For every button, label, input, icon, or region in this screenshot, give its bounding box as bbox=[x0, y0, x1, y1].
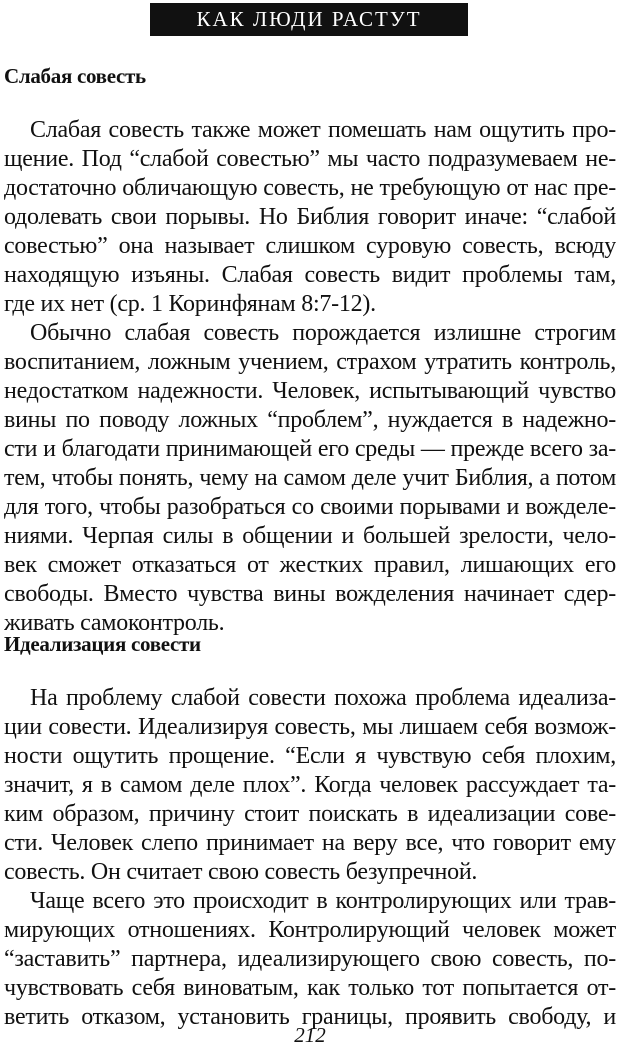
text-line: воспитанием, ложным учением, страхом утратить контроль, bbox=[4, 349, 616, 375]
text-line: Чаще всего это происходит в контролирующих или трав- bbox=[30, 888, 616, 914]
text-line: достаточно обличающую совесть, не требующую от нас пре- bbox=[4, 175, 616, 201]
text-line: одолевать свои порывы. Но Библия говорит иначе: “слабой bbox=[4, 204, 616, 230]
text-line: ким образом, причину стоит поискать в идеализации сове- bbox=[4, 801, 616, 827]
text-line: живать самоконтроль. bbox=[4, 610, 225, 636]
text-line: Слабая совесть также может помешать нам ощутить про- bbox=[30, 117, 616, 143]
text-line: ветить отказом, установить границы, проявить свободу, и bbox=[4, 1004, 616, 1030]
running-head: КАК ЛЮДИ РАСТУТ bbox=[150, 3, 468, 36]
text-line: ности ощутить прощение. “Если я чувствую себя плохим, bbox=[4, 743, 616, 769]
text-line: находящую изъяны. Слабая совесть видит проблемы там, bbox=[4, 262, 616, 288]
text-line: свободы. Вместо чувства вины вожделения начинает сдер- bbox=[4, 581, 616, 607]
text-line: значит, я в самом деле плох”. Когда человек рассуждает та- bbox=[4, 772, 616, 798]
paragraph bbox=[4, 116, 616, 319]
text-line: век сможет отказаться от жестких правил, лишающих его bbox=[4, 552, 616, 578]
text-line: чувствовать себя виноватым, как только тот попытается от- bbox=[4, 975, 616, 1001]
text-line: Обычно слабая совесть порождается излишне строгим bbox=[30, 320, 616, 346]
text-line: тем, чтобы понять, чему на самом деле учит Библия, а потом bbox=[4, 465, 616, 491]
text-line: мирующих отношениях. Контролирующий человек может bbox=[4, 917, 616, 943]
paragraph bbox=[4, 319, 616, 638]
section-heading-weak-conscience: Слабая совесть bbox=[4, 64, 146, 88]
text-line: На проблему слабой совести похожа проблема идеализа- bbox=[30, 685, 616, 711]
paragraph bbox=[4, 684, 616, 887]
section-heading-idealization: Идеализация совести bbox=[4, 632, 201, 656]
text-line: вины по поводу ложных “проблем”, нуждается в надежно- bbox=[4, 407, 616, 433]
text-line: недостатком надежности. Человек, испытывающий чувство bbox=[4, 378, 616, 404]
text-line: где их нет (ср. 1 Коринфянам 8:7-12). bbox=[4, 291, 376, 317]
text-line: сти. Человек слепо принимает на веру все, что говорит ему bbox=[4, 830, 616, 856]
paragraph bbox=[4, 887, 616, 1032]
text-line: “заставить” партнера, идеализирующего свою совесть, по- bbox=[4, 946, 616, 972]
text-line: щение. Под “слабой совестью” мы часто подразумеваем не- bbox=[4, 146, 616, 172]
text-line: для того, чтобы разобраться со своими порывами и вожделе- bbox=[4, 494, 616, 520]
text-line: ции совести. Идеализируя совесть, мы лишаем себя возмож- bbox=[4, 714, 616, 740]
text-line: ниями. Черпая силы в общении и большей зрелости, чело- bbox=[4, 523, 616, 549]
text-line: сти и благодати принимающей его среды — прежде всего за- bbox=[4, 436, 616, 462]
text-line: совестью” она называет слишком суровую совесть, всюду bbox=[4, 233, 616, 259]
text-line: совесть. Он считает свою совесть безупречной. bbox=[4, 859, 478, 885]
page-number: 212 bbox=[294, 1023, 326, 1047]
